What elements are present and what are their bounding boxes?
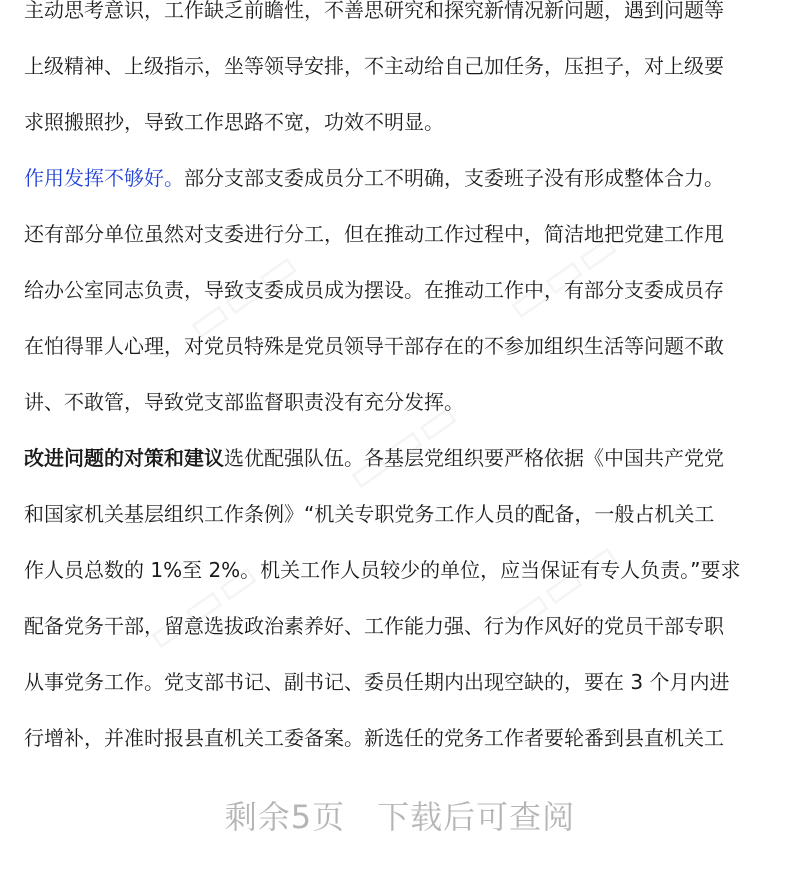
text-line: 讲、不敢管，导致党支部监督职责没有充分发挥。 (24, 390, 464, 414)
paragraph-first-line (24, 430, 776, 486)
text-line: 在怕得罪人心理，对党员特殊是党员领导干部存在的不参加组织生活等问题不敢 (24, 334, 724, 358)
text-run: 选优配强队伍。各基层党组织要严格依据《中国共产党党 (224, 446, 724, 470)
text-line: 从事党务工作。党支部书记、副书记、委员任期内出现空缺的，要在 3 个月内进 (24, 670, 730, 694)
text-line: 上级精神、上级指示，坐等领导安排，不主动给自己加任务，压担子，对上级要 (24, 54, 724, 78)
text-line: 还有部分单位虽然对支委进行分工，但在推动工作过程中，简洁地把党建工作甩 (24, 222, 724, 246)
text-line: 行增补，并准时报县直机关工委备案。新选任的党务工作者要轮番到县直机关工 (24, 726, 724, 750)
text-line: 作人员总数的 1%至 2%。机关工作人员较少的单位，应当保证有专人负责。”要求 (24, 558, 741, 582)
remaining-pages-label: 剩余5页 (224, 798, 346, 836)
text-line: 和国家机关基层组织工作条例》“机关专职党务工作人员的配备，一般占机关工 (24, 502, 715, 526)
download-prompt[interactable] (0, 792, 800, 838)
document-body (24, 0, 776, 766)
section-heading-effect: 作用发挥不够好。 (24, 166, 184, 190)
text-line: 配备党务干部，留意选拔政治素养好、工作能力强、行为作风好的党员干部专职 (24, 614, 724, 638)
text-line: 主动思考意识，工作缺乏前瞻性，不善思研究和探究新情况新问题，遇到问题等 (24, 0, 724, 22)
paragraph-first-line (24, 150, 776, 206)
text-run: 部分支部支委成员分工不明确，支委班子没有形成整体合力。 (184, 166, 724, 190)
text-line: 求照搬照抄，导致工作思路不宽，功效不明显。 (24, 110, 444, 134)
download-to-view-label: 下载后可查阅 (377, 798, 576, 836)
text-line: 给办公室同志负责，导致支委成员成为摆设。在推动工作中，有部分支委成员存 (24, 278, 724, 302)
section-heading-countermeasures: 改进问题的对策和建议 (24, 446, 224, 470)
